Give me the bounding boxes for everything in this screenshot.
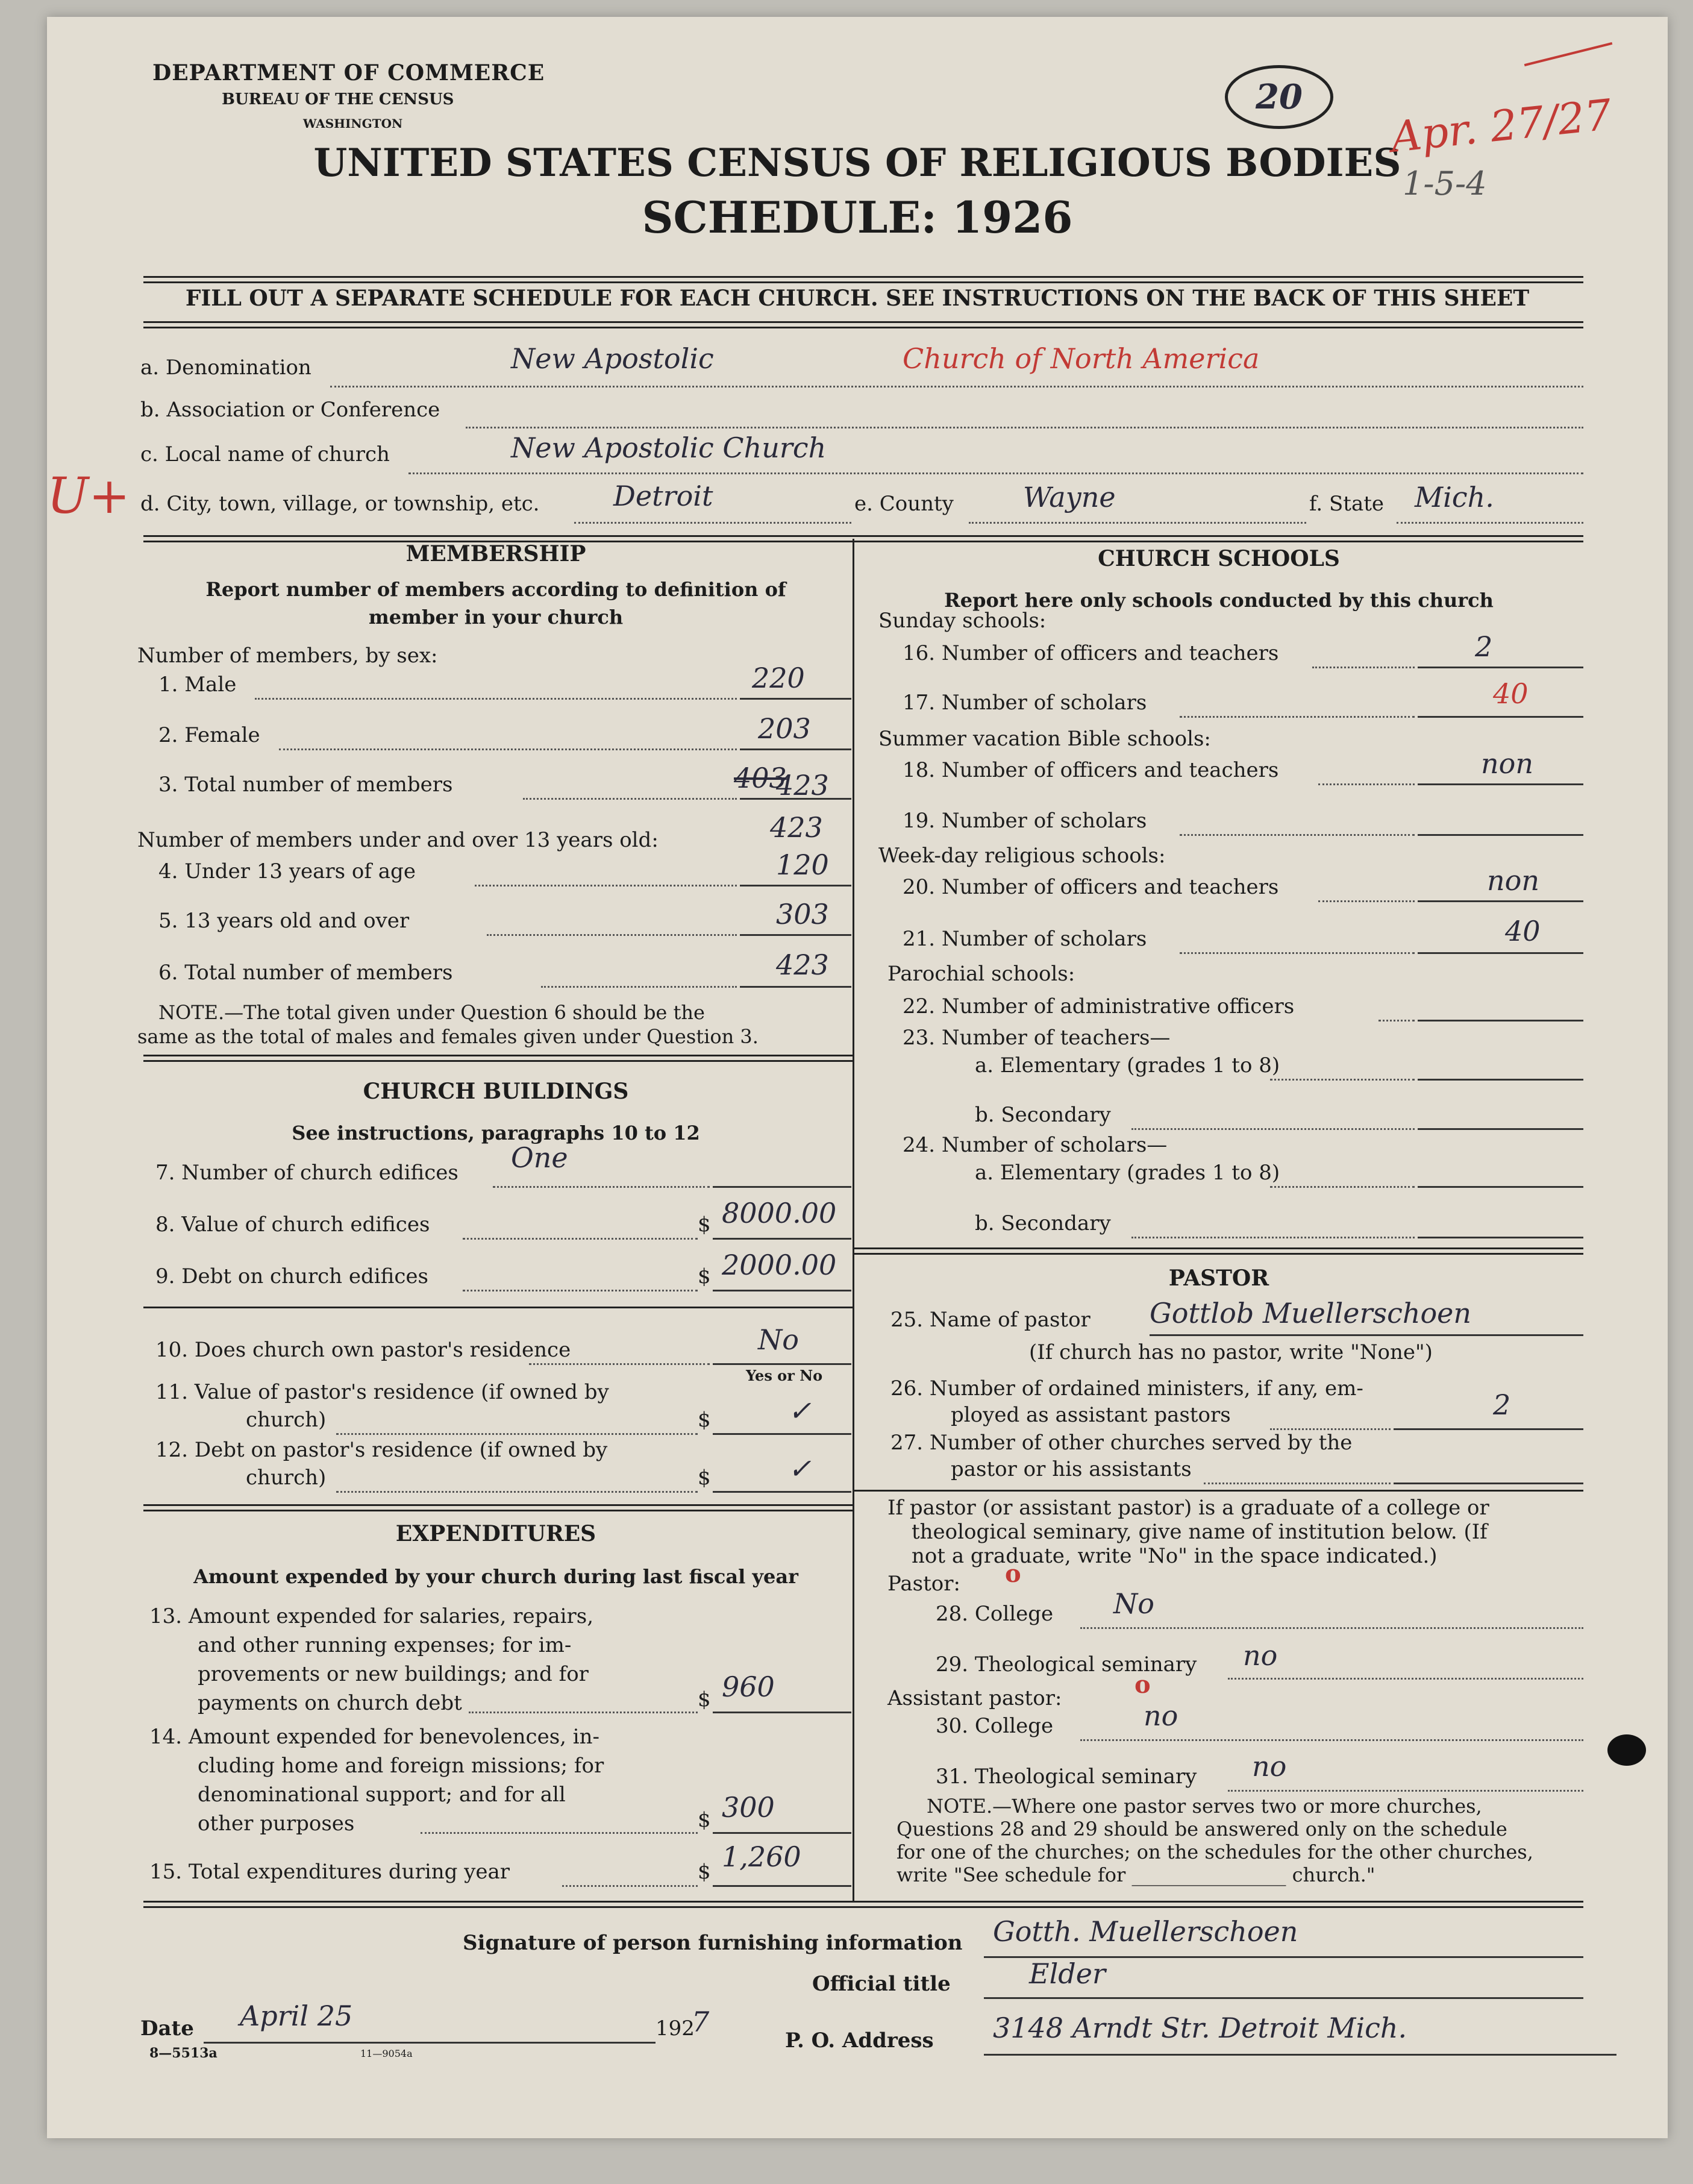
q3-label: 3. Total number of members	[158, 773, 453, 797]
q16-line	[1418, 667, 1583, 668]
q19-line	[1418, 834, 1583, 836]
q21-value: 40	[1505, 915, 1541, 947]
q5-label: 5. 13 years old and over	[158, 909, 410, 933]
bureau-city: WASHINGTON	[303, 116, 403, 131]
q18-label: 18. Number of officers and teachers	[903, 758, 1279, 782]
q2-dots	[279, 748, 737, 750]
q31-value: no	[1252, 1750, 1287, 1783]
q24a-label: a. Elementary (grades 1 to 8)	[975, 1161, 1280, 1185]
schools-rule	[854, 1247, 1583, 1255]
buildings-mid-rule	[143, 1307, 853, 1308]
q12-label-1: 12. Debt on pastor's residence (if owned by	[155, 1438, 608, 1462]
q5-dots	[487, 934, 737, 936]
schools-sub: Report here only schools conducted by this church	[944, 589, 1494, 612]
state-value: Mich.	[1415, 481, 1494, 513]
footer-rule	[143, 1901, 1583, 1908]
schedule-year: SCHEDULE: 1926	[642, 192, 1073, 243]
q29-value: no	[1243, 1639, 1278, 1672]
q14-label: 14. Amount expended for benevolences, in- cluding home and foreign missions; for denominational support; and for all other purposes	[149, 1725, 604, 1836]
summer-schools-label: Summer vacation Bible schools:	[878, 727, 1211, 751]
q11-dots	[336, 1433, 698, 1435]
q27-label-1: 27. Number of other churches served by the	[890, 1431, 1353, 1455]
q1-label: 1. Male	[158, 673, 237, 697]
q24b-dots	[1131, 1237, 1415, 1238]
q9-dots	[463, 1290, 698, 1291]
q8-label: 8. Value of church edifices	[155, 1213, 430, 1237]
q29-dots	[1228, 1678, 1583, 1680]
q3-struck-value: 403	[734, 762, 787, 794]
buildings-rule	[143, 1504, 853, 1511]
association-line	[466, 427, 1583, 428]
q20-label: 20. Number of officers and teachers	[903, 875, 1279, 899]
q14-dots	[421, 1832, 698, 1834]
assistant-education-label: Assistant pastor:	[887, 1686, 1062, 1710]
q11-label-1: 11. Value of pastor's residence (if owned by	[155, 1380, 609, 1404]
q9-dollar: $	[698, 1264, 711, 1288]
q10-line	[713, 1363, 851, 1365]
q31-dots	[1228, 1790, 1583, 1792]
pastor-mid-rule	[854, 1490, 1583, 1492]
q24b-label: b. Secondary	[975, 1211, 1111, 1235]
q23a-dots	[1270, 1079, 1415, 1081]
q13-dots	[469, 1712, 698, 1713]
q29-label: 29. Theological seminary	[936, 1652, 1197, 1677]
local-name-value: New Apostolic Church	[511, 431, 827, 464]
q13-label: 13. Amount expended for salaries, repairs, and other running expenses; for im- provements or new buildings; and for payments on church debt	[149, 1604, 594, 1715]
pastor-note: NOTE.—Where one pastor serves two or more churches, Questions 28 and 29 should be answered only on the schedule for one of the churches; on the schedules for the other churches, write "See schedule for ________________ church."	[897, 1795, 1533, 1886]
q18-value: non	[1481, 747, 1533, 780]
q13-dollar: $	[698, 1687, 711, 1712]
signature-label: Signature of person furnishing information	[463, 1931, 963, 1955]
q22-label: 22. Number of administrative officers	[903, 994, 1295, 1018]
expenditures-heading: EXPENDITURES	[395, 1521, 596, 1546]
q3-value: 423	[776, 769, 829, 802]
local-name-label: c. Local name of church	[140, 442, 390, 466]
q25-label: 25. Name of pastor	[890, 1308, 1091, 1332]
pastor-education-label: Pastor:	[887, 1572, 960, 1596]
q4-value: 120	[776, 849, 829, 881]
q17-dots	[1180, 716, 1415, 718]
membership-intro-2: member in your church	[368, 606, 624, 629]
q8-dots	[463, 1238, 698, 1240]
q12-value: ✓	[788, 1452, 812, 1485]
date-value: April 25	[240, 2000, 353, 2032]
q2-label: 2. Female	[158, 723, 260, 747]
q5-line	[740, 934, 851, 936]
address-value: 3148 Arndt Str. Detroit Mich.	[993, 2012, 1407, 2044]
q24a-line	[1418, 1186, 1583, 1188]
denomination-addition: Church of North America	[903, 342, 1260, 375]
ink-blot	[1607, 1734, 1646, 1766]
q8-value: 8000.00	[722, 1197, 837, 1229]
date-line	[204, 2042, 656, 2044]
q17-value: 40	[1493, 677, 1529, 710]
q15-line	[713, 1885, 851, 1887]
q20-value: non	[1487, 864, 1539, 897]
q5-value: 303	[776, 898, 829, 930]
signature-value: Gotth. Muellerschoen	[993, 1915, 1298, 1948]
q30-dots	[1080, 1739, 1583, 1741]
q3-dots	[523, 798, 737, 800]
q10-label: 10. Does church own pastor's residence	[155, 1338, 571, 1362]
q14-line	[713, 1832, 851, 1834]
official-title-label: Official title	[812, 1972, 951, 1996]
instruction-line: FILL OUT A SEPARATE SCHEDULE FOR EACH CHURCH. SEE INSTRUCTIONS ON THE BACK OF THIS SHEET	[185, 286, 1530, 311]
q6-label: 6. Total number of members	[158, 961, 453, 985]
q12-dots	[336, 1491, 698, 1493]
parochial-schools-label: Parochial schools:	[887, 962, 1075, 986]
denomination-line	[330, 386, 1583, 388]
q9-label: 9. Debt on church edifices	[155, 1264, 428, 1288]
q23b-label: b. Secondary	[975, 1103, 1111, 1127]
q28-value: No	[1113, 1587, 1154, 1620]
q26-line	[1394, 1428, 1583, 1430]
graduate-instructions: If pastor (or assistant pastor) is a graduate of a college or theological seminary, give name of institution below. (If not a graduate, write "No" in the space indicated.)	[887, 1496, 1489, 1568]
bureau-name: BUREAU OF THE CENSUS	[222, 90, 454, 108]
membership-intro-1: Report number of members according to definition of	[205, 578, 786, 601]
q16-value: 2	[1475, 630, 1493, 663]
q4-line	[740, 885, 851, 886]
q12-dollar: $	[698, 1466, 711, 1490]
q6-line	[740, 986, 851, 988]
q21-line	[1418, 952, 1583, 954]
q6-dots	[541, 986, 737, 988]
q13-line	[713, 1712, 851, 1713]
q30-value: no	[1144, 1699, 1178, 1732]
q27-line	[1394, 1483, 1583, 1484]
q15-value: 1,260	[722, 1840, 801, 1873]
membership-rule	[143, 1055, 853, 1062]
circled-number: 20	[1225, 65, 1333, 129]
q8-dollar: $	[698, 1213, 711, 1237]
q4-label: 4. Under 13 years of age	[158, 859, 416, 883]
q26-value: 2	[1493, 1389, 1511, 1421]
city-line	[574, 522, 851, 524]
q17-line	[1418, 716, 1583, 718]
header-rule-bottom	[143, 321, 1583, 328]
membership-heading: MEMBERSHIP	[405, 541, 586, 566]
q22-line	[1418, 1020, 1583, 1021]
census-schedule-sheet	[47, 17, 1668, 2138]
q19-label: 19. Number of scholars	[903, 809, 1147, 833]
date-annotation: Apr. 27/27	[1388, 90, 1614, 162]
q8-line	[713, 1238, 851, 1240]
q1-value: 220	[752, 662, 805, 694]
q14-dollar: $	[698, 1808, 711, 1832]
county-label: e. County	[854, 492, 954, 516]
address-label: P. O. Address	[785, 2029, 934, 2053]
q11-value: ✓	[788, 1395, 812, 1427]
q7-line	[713, 1186, 851, 1188]
denomination-label: a. Denomination	[140, 356, 311, 380]
city-label: d. City, town, village, or township, etc.	[140, 492, 540, 516]
q26-dots	[1270, 1428, 1391, 1430]
q16-dots	[1312, 667, 1415, 668]
q17-label: 17. Number of scholars	[903, 691, 1147, 715]
q25-line	[1150, 1334, 1583, 1336]
q7-label: 7. Number of church edifices	[155, 1161, 458, 1185]
q19-dots	[1180, 834, 1415, 836]
q31-label: 31. Theological seminary	[936, 1765, 1197, 1789]
q7-value: One	[511, 1141, 568, 1174]
q12-line	[713, 1491, 851, 1493]
q10-value: No	[758, 1323, 799, 1356]
q10-dots	[529, 1363, 710, 1365]
q1-dots	[255, 698, 737, 700]
year-prefix: 192	[656, 2016, 695, 2041]
q2-value: 203	[758, 712, 811, 745]
q4-dots	[475, 885, 737, 886]
pastor-circle-mark: o	[1005, 1560, 1021, 1588]
q12-label-2: church)	[246, 1466, 327, 1490]
by-age-total: 423	[770, 811, 823, 844]
form-number: 8—5513a	[149, 2045, 217, 2061]
q16-label: 16. Number of officers and teachers	[903, 641, 1279, 665]
by-sex-label: Number of members, by sex:	[137, 644, 438, 668]
q23-label: 23. Number of teachers—	[903, 1026, 1171, 1050]
q18-line	[1418, 783, 1583, 785]
date-label: Date	[140, 2016, 194, 2041]
yes-or-no-hint: Yes or No	[746, 1367, 823, 1384]
q13-value: 960	[722, 1671, 775, 1703]
q7-dots	[493, 1186, 710, 1188]
schools-heading: CHURCH SCHOOLS	[1098, 546, 1340, 571]
q21-label: 21. Number of scholars	[903, 927, 1147, 951]
q2-line	[740, 748, 851, 750]
header-rule-top	[143, 276, 1583, 283]
q24b-line	[1418, 1237, 1583, 1238]
form-title: UNITED STATES CENSUS OF RELIGIOUS BODIES	[313, 140, 1401, 186]
address-line	[984, 2054, 1616, 2056]
weekday-schools-label: Week-day religious schools:	[878, 844, 1166, 868]
q15-label: 15. Total expenditures during year	[149, 1860, 510, 1884]
q22-dots	[1378, 1020, 1415, 1021]
q18-dots	[1318, 783, 1415, 785]
q15-dots	[562, 1885, 698, 1887]
q11-label-2: church)	[246, 1408, 327, 1432]
q27-label-2: pastor or his assistants	[951, 1457, 1192, 1481]
q23a-line	[1418, 1079, 1583, 1081]
q28-dots	[1080, 1627, 1583, 1629]
q6-value: 423	[776, 949, 829, 981]
state-line	[1397, 522, 1583, 524]
code-annotation: 1-5-4	[1403, 165, 1487, 202]
q30-label: 30. College	[936, 1714, 1054, 1738]
q9-line	[713, 1290, 851, 1291]
q11-line	[713, 1433, 851, 1435]
sunday-schools-label: Sunday schools:	[878, 609, 1047, 633]
q21-dots	[1180, 952, 1415, 954]
margin-annotation: U+	[47, 468, 130, 525]
department-name: DEPARTMENT OF COMMERCE	[152, 60, 545, 86]
membership-note-1: NOTE.—The total given under Question 6 should be the	[158, 1001, 705, 1024]
by-age-label: Number of members under and over 13 years old:	[137, 828, 659, 852]
denomination-value: New Apostolic	[511, 342, 714, 375]
state-label: f. State	[1309, 492, 1384, 516]
q20-line	[1418, 900, 1583, 902]
buildings-heading: CHURCH BUILDINGS	[363, 1079, 629, 1104]
association-label: b. Association or Conference	[140, 398, 440, 422]
q24a-dots	[1270, 1186, 1415, 1188]
q25-note: (If church has no pastor, write "None")	[1029, 1340, 1433, 1364]
q23b-line	[1418, 1128, 1583, 1130]
expenditures-sub: Amount expended by your church during last fiscal year	[193, 1565, 798, 1588]
pastor-heading: PASTOR	[1168, 1266, 1269, 1291]
q11-dollar: $	[698, 1408, 711, 1432]
local-name-line	[408, 472, 1583, 474]
city-value: Detroit	[613, 480, 713, 512]
q23b-dots	[1131, 1128, 1415, 1130]
membership-note-2: same as the total of males and females given under Question 3.	[137, 1025, 759, 1048]
q14-value: 300	[722, 1791, 775, 1824]
q27-dots	[1204, 1483, 1391, 1484]
county-line	[969, 522, 1306, 524]
q20-dots	[1318, 900, 1415, 902]
q25-value: Gottlob Muellerschoen	[1150, 1297, 1472, 1329]
form-number-2: 11—9054a	[360, 2048, 413, 2059]
q23a-label: a. Elementary (grades 1 to 8)	[975, 1053, 1280, 1078]
red-check-mark	[1524, 42, 1613, 66]
buildings-sub: See instructions, paragraphs 10 to 12	[292, 1122, 700, 1144]
county-value: Wayne	[1023, 481, 1116, 513]
q26-label-1: 26. Number of ordained ministers, if any, em-	[890, 1376, 1363, 1401]
q1-line	[740, 698, 851, 700]
q15-dollar: $	[698, 1860, 711, 1884]
year-suffix: 7	[692, 2006, 710, 2038]
q28-label: 28. College	[936, 1602, 1054, 1626]
q26-label-2: ployed as assistant pastors	[951, 1403, 1231, 1427]
official-title-line	[984, 1997, 1583, 1999]
column-divider	[853, 539, 854, 1901]
official-title-value: Elder	[1029, 1957, 1106, 1990]
q24-label: 24. Number of scholars—	[903, 1133, 1168, 1157]
q9-value: 2000.00	[722, 1249, 837, 1281]
assistant-circle-mark: o	[1134, 1671, 1151, 1699]
